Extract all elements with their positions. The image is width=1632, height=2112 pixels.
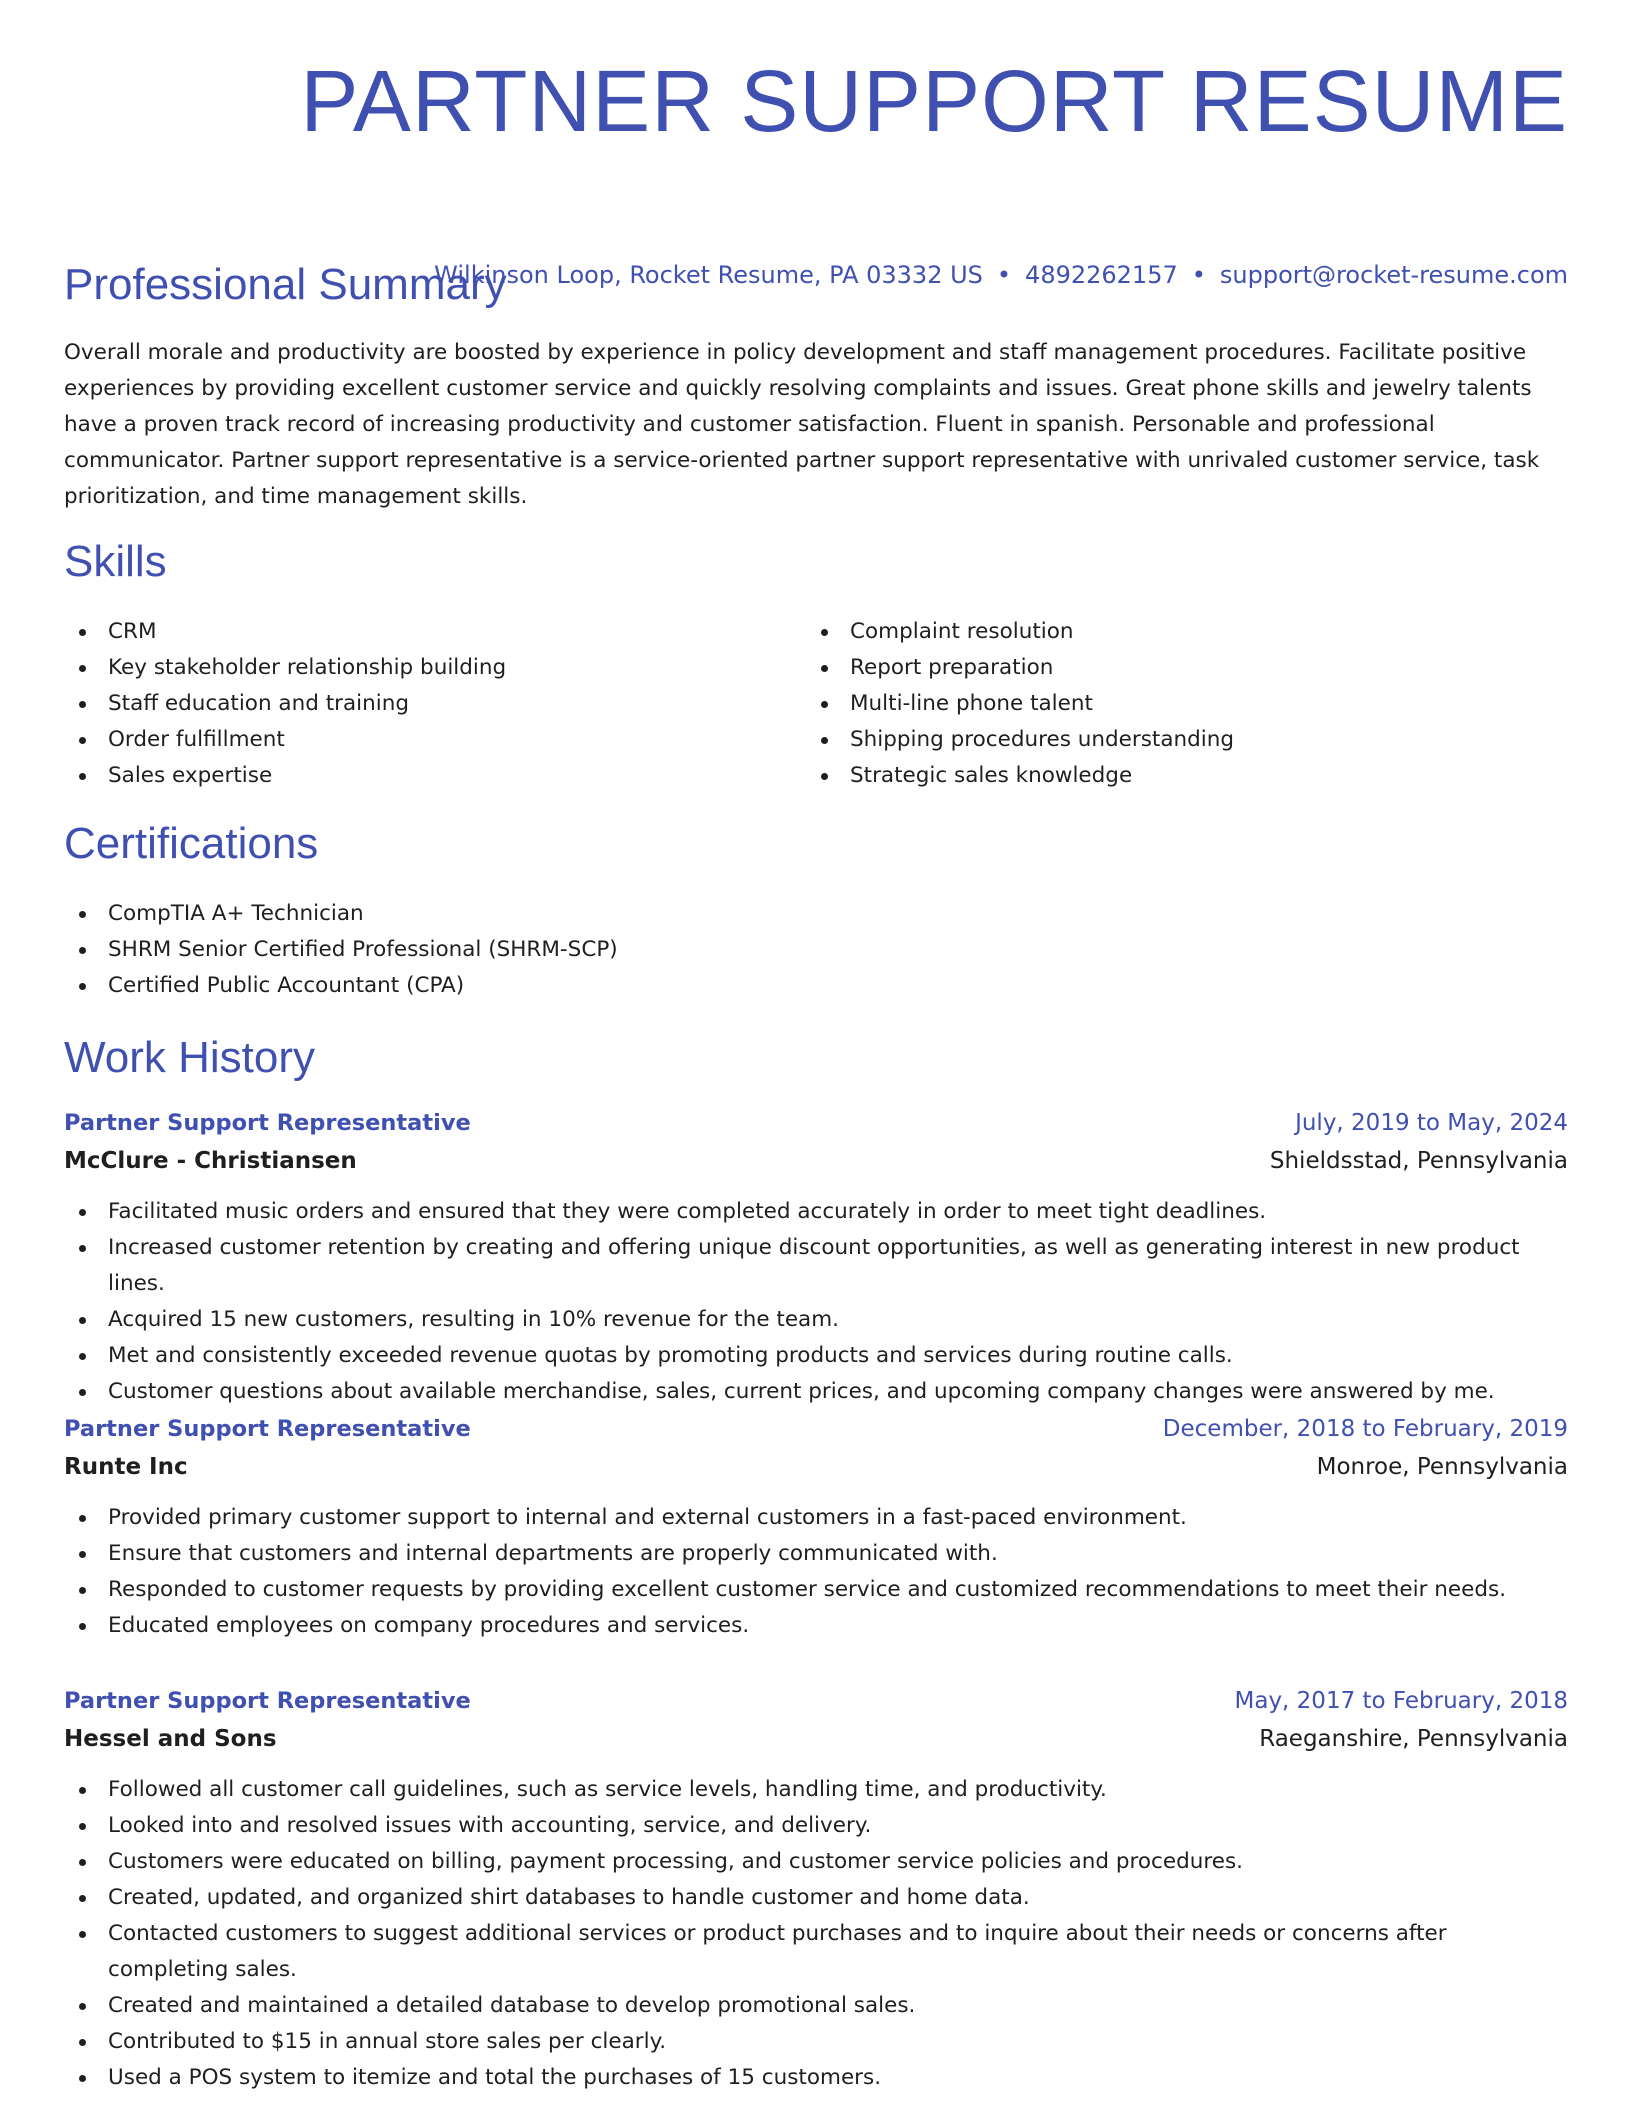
job-location: Raeganshire, Pennsylvania [1259, 1726, 1568, 1752]
resume-page [64, 0, 1568, 2090]
job-bullet: Facilitated music orders and ensured that they were completed accurately in order to meet tight deadlines. [64, 1194, 1568, 1230]
job-title: Partner Support Representative [64, 1416, 471, 1442]
job-bullet: Used a POS system to itemize and total the purchases of 15 customers. [64, 2060, 1568, 2096]
contact-separator: • [1191, 261, 1206, 289]
skill-item: Strategic sales knowledge [806, 758, 1566, 794]
skills-list-right [806, 614, 1566, 794]
job-bullet: Acquired 15 new customers, resulting in 10% revenue for the team. [64, 1302, 1568, 1338]
job-bullets [64, 1500, 1568, 1644]
skill-item: Key stakeholder relationship building [64, 650, 804, 686]
job-dates: May, 2017 to February, 2018 [1234, 1688, 1568, 1714]
skill-item: Report preparation [806, 650, 1566, 686]
certifications-heading: Certifications [64, 819, 319, 868]
job-bullet: Followed all customer call guidelines, such as service levels, handling time, and productivity. [64, 1772, 1568, 1808]
job-bullet: Met and consistently exceeded revenue quotas by promoting products and services during routine calls. [64, 1338, 1568, 1374]
job-bullet: Increased customer retention by creating and offering unique discount opportunities, as well as generating interest in new product lines. [64, 1230, 1568, 1302]
contact-line [434, 260, 1568, 290]
skill-item: Order fulfillment [64, 722, 804, 758]
job-company: Runte Inc [64, 1454, 188, 1480]
job-bullet: Created, updated, and organized shirt databases to handle customer and home data. [64, 1880, 1568, 1916]
skill-item: CRM [64, 614, 804, 650]
skills-list-left [64, 614, 804, 794]
contact-address: Wilkinson Loop, Rocket Resume, PA 03332 US [434, 261, 983, 289]
certification-item: Certified Public Accountant (CPA) [64, 968, 1568, 1004]
contact-email[interactable]: support@rocket-resume.com [1219, 261, 1568, 289]
job-bullet: Created and maintained a detailed database to develop promotional sales. [64, 1988, 1568, 2024]
job-bullet: Looked into and resolved issues with accounting, service, and delivery. [64, 1808, 1568, 1844]
job-title: Partner Support Representative [64, 1688, 471, 1714]
job-bullets [64, 1772, 1568, 2096]
skill-item: Multi-line phone talent [806, 686, 1566, 722]
resume-title: PARTNER SUPPORT RESUME [300, 53, 1568, 150]
job-entry [64, 1682, 1568, 2096]
job-bullet: Educated employees on company procedures and services. [64, 1608, 1568, 1644]
summary-text: Overall morale and productivity are boosted by experience in policy development and staff management procedures. Facilitate positive experiences by providing excellent customer service and quickly resolving complaints and issues. Great phone skills and jewelry talents have a proven track record of increasing productivity and customer satisfaction. Fluent in spanish. Personable and professional communicator. Partner support representative is a service-oriented partner support representative with unrivaled customer service, task prioritization, and time management skills. [64, 340, 1540, 509]
job-entry [64, 1104, 1568, 1410]
contact-phone[interactable]: 4892262157 [1025, 261, 1178, 289]
summary-heading: Professional Summary [64, 260, 507, 309]
job-bullet: Contacted customers to suggest additional services or product purchases and to inquire about their needs or concerns after completing sales. [64, 1916, 1568, 1988]
job-company: McClure - Christiansen [64, 1148, 357, 1174]
skill-item: Staff education and training [64, 686, 804, 722]
job-bullet: Ensure that customers and internal departments are properly communicated with. [64, 1536, 1568, 1572]
skill-item: Complaint resolution [806, 614, 1566, 650]
job-bullet: Contributed to $15 in annual store sales per clearly. [64, 2024, 1568, 2060]
job-title: Partner Support Representative [64, 1110, 471, 1136]
work-history-heading: Work History [64, 1033, 315, 1082]
contact-separator: • [996, 261, 1012, 289]
certifications-list [64, 896, 1568, 1004]
job-company: Hessel and Sons [64, 1726, 277, 1752]
job-bullet: Responded to customer requests by providing excellent customer service and customized recommendations to meet their needs. [64, 1572, 1568, 1608]
job-bullets [64, 1194, 1568, 1410]
certification-item: SHRM Senior Certified Professional (SHRM-SCP) [64, 932, 1568, 968]
skill-item: Sales expertise [64, 758, 804, 794]
job-entry [64, 1410, 1568, 1644]
job-bullet: Customer questions about available merchandise, sales, current prices, and upcoming company changes were answered by me. [64, 1374, 1568, 1410]
job-dates: July, 2019 to May, 2024 [1295, 1110, 1568, 1136]
certification-item: CompTIA A+ Technician [64, 896, 1568, 932]
job-location: Monroe, Pennsylvania [1316, 1454, 1568, 1480]
job-bullet: Customers were educated on billing, payment processing, and customer service policies and procedures. [64, 1844, 1568, 1880]
job-location: Shieldsstad, Pennsylvania [1269, 1148, 1568, 1174]
job-dates: December, 2018 to February, 2019 [1162, 1416, 1568, 1442]
skills-heading: Skills [64, 537, 167, 586]
skill-item: Shipping procedures understanding [806, 722, 1566, 758]
job-bullet: Provided primary customer support to internal and external customers in a fast-paced environment. [64, 1500, 1568, 1536]
